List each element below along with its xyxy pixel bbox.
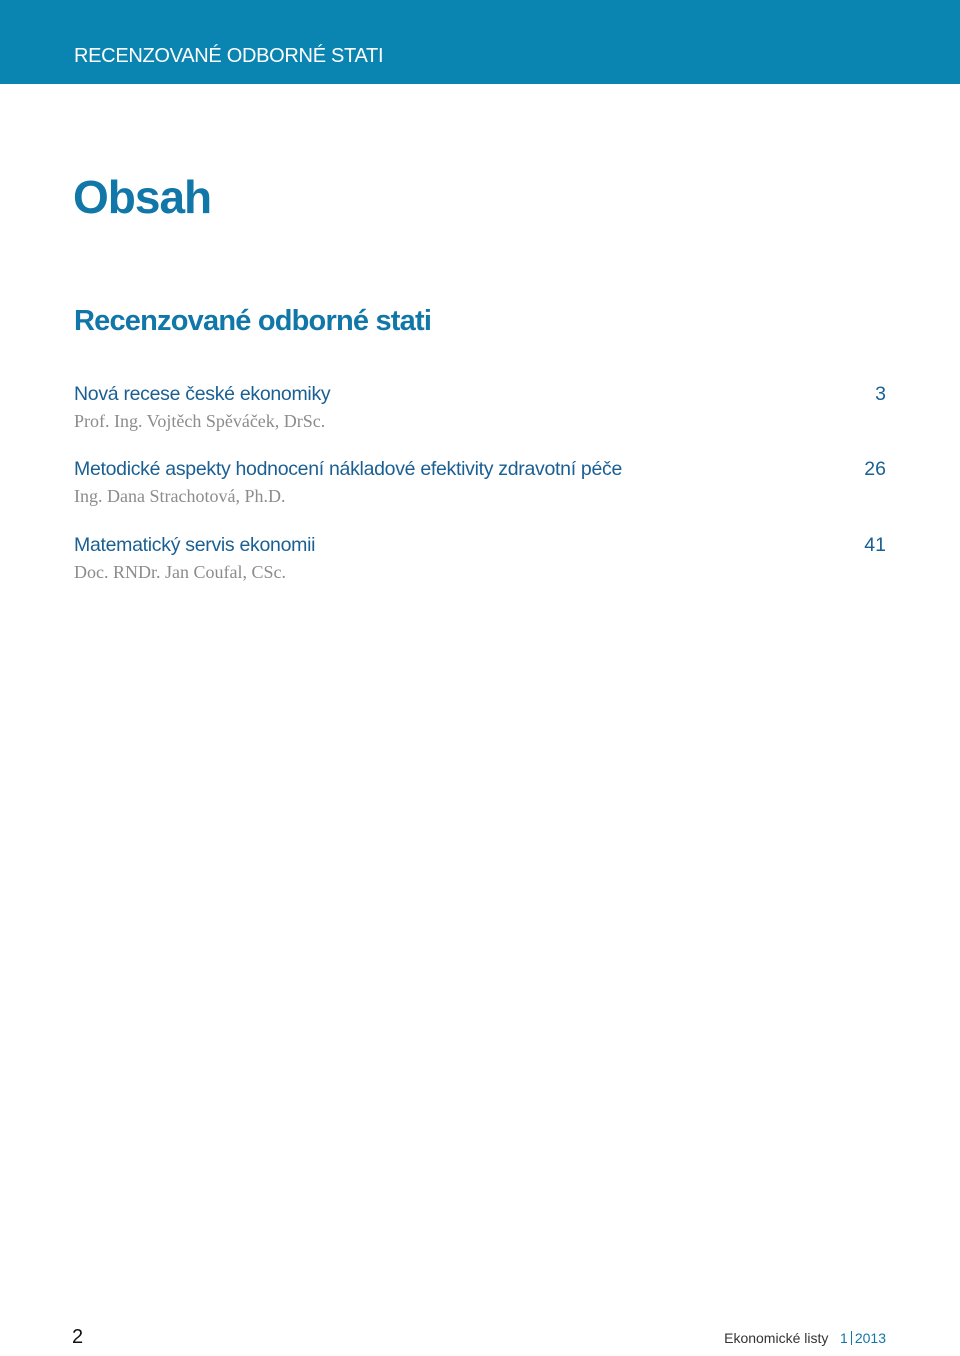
toc-entry-title[interactable]: Nová recese české ekonomiky xyxy=(74,383,331,405)
toc-entry-title[interactable]: Metodické aspekty hodnocení nákladové efektivity zdravotní péče xyxy=(74,458,623,480)
section-title: Recenzované odborné stati xyxy=(74,305,432,337)
footer-journal-name: Ekonomické listy xyxy=(724,1330,829,1346)
toc-entry-page[interactable]: 3 xyxy=(875,383,886,405)
footer-page-number: 2 xyxy=(72,1326,84,1348)
footer-year: 2013 xyxy=(854,1330,886,1346)
header-band xyxy=(0,0,960,84)
footer-separator xyxy=(851,1331,852,1345)
toc-entry-author: Ing. Dana Strachotová, Ph.D. xyxy=(74,486,286,506)
toc-entry-page[interactable]: 41 xyxy=(864,534,886,556)
toc-entry-page[interactable]: 26 xyxy=(864,458,886,480)
page-title: Obsah xyxy=(73,171,212,223)
toc-entry-title[interactable]: Matematický servis ekonomii xyxy=(74,534,316,556)
footer-journal xyxy=(724,1330,886,1346)
footer-issue: 1 xyxy=(840,1330,848,1346)
toc-entry-author: Prof. Ing. Vojtěch Spěváček, DrSc. xyxy=(74,411,326,431)
toc-entry-author: Doc. RNDr. Jan Coufal, CSc. xyxy=(74,562,286,582)
section-label: RECENZOVANÉ ODBORNÉ STATI xyxy=(74,45,384,67)
